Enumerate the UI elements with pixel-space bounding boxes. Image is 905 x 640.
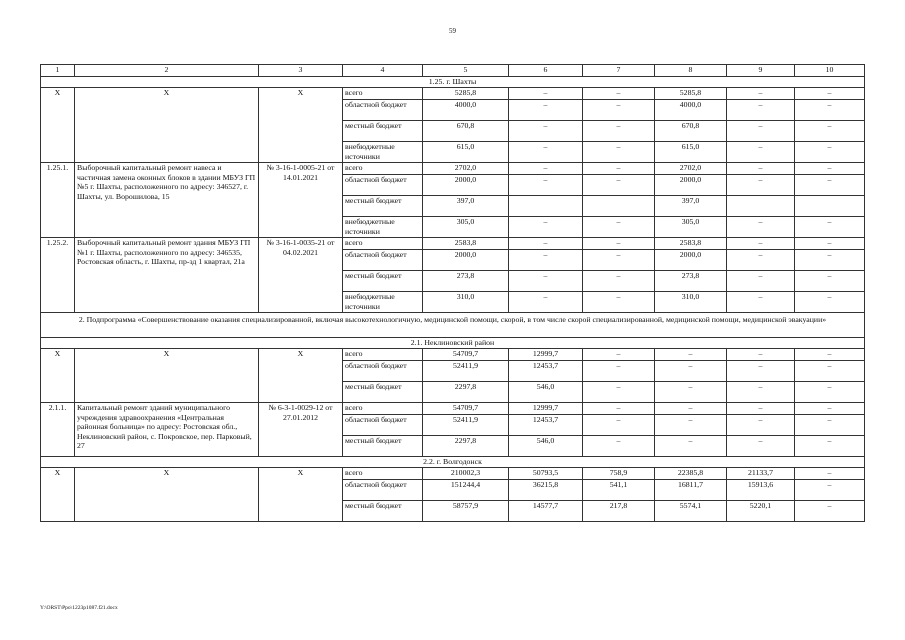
amount-cell: 52411,9 xyxy=(423,361,509,382)
document-number: № 6-3-1-0029-12 от 27.01.2012 xyxy=(259,403,343,457)
item-number: Х xyxy=(41,468,75,522)
amount-cell: – xyxy=(795,121,865,142)
object-name: Капитальный ремонт зданий муниципального учреждения здравоохранения «Центральная районная больница» по адресу: Ростовская обл., Неклиновский район, с. Покровское, пер. Парковый, 27 xyxy=(75,403,259,457)
item-number: 2.1.1. xyxy=(41,403,75,457)
amount-cell: 21133,7 xyxy=(727,468,795,480)
amount-cell: – xyxy=(795,217,865,238)
amount-cell: – xyxy=(583,403,655,415)
amount-cell: 546,0 xyxy=(509,382,583,403)
amount-cell: 54709,7 xyxy=(423,349,509,361)
amount-cell: 58757,9 xyxy=(423,501,509,522)
subprogram-title: 2. Подпрограмма «Совершенствование оказания специализированной, включая высокотехнологичную, медицинской помощи, скорой, в том числе скорой специализированной, медицинской помощи, медицинской эвакуации» xyxy=(41,313,865,338)
amount-cell: 12453,7 xyxy=(509,415,583,436)
funding-source: внебюджетные источники xyxy=(343,217,423,238)
amount-cell: – xyxy=(727,250,795,271)
section-header-row xyxy=(41,338,865,349)
amount-cell: – xyxy=(655,349,727,361)
column-number: 4 xyxy=(343,65,423,77)
amount-cell: – xyxy=(509,121,583,142)
amount-cell: 305,0 xyxy=(423,217,509,238)
amount-cell: 2583,8 xyxy=(655,238,727,250)
amount-cell: – xyxy=(795,501,865,522)
amount-cell: 15913,6 xyxy=(727,480,795,501)
amount-cell: – xyxy=(727,163,795,175)
amount-cell: – xyxy=(727,238,795,250)
amount-cell: – xyxy=(583,436,655,457)
amount-cell: – xyxy=(795,238,865,250)
amount-cell: – xyxy=(727,292,795,313)
amount-cell: 5285,8 xyxy=(655,88,727,100)
amount-cell xyxy=(727,196,795,217)
funding-row xyxy=(41,403,865,415)
document-number: Х xyxy=(259,88,343,163)
funding-source: всего xyxy=(343,238,423,250)
amount-cell: – xyxy=(795,271,865,292)
funding-row xyxy=(41,238,865,250)
amount-cell xyxy=(583,196,655,217)
column-number: 1 xyxy=(41,65,75,77)
amount-cell: 2000,0 xyxy=(655,250,727,271)
amount-cell: – xyxy=(727,88,795,100)
amount-cell xyxy=(795,196,865,217)
amount-cell: – xyxy=(583,382,655,403)
amount-cell: – xyxy=(795,100,865,121)
amount-cell: 36215,8 xyxy=(509,480,583,501)
amount-cell: – xyxy=(727,382,795,403)
funding-source: всего xyxy=(343,88,423,100)
amount-cell: 14577,7 xyxy=(509,501,583,522)
amount-cell: – xyxy=(727,349,795,361)
amount-cell: 12453,7 xyxy=(509,361,583,382)
funding-source: внебюджетные источники xyxy=(343,292,423,313)
amount-cell: 615,0 xyxy=(423,142,509,163)
amount-cell: 16811,7 xyxy=(655,480,727,501)
object-name: Х xyxy=(75,468,259,522)
amount-cell: – xyxy=(509,238,583,250)
funding-row xyxy=(41,349,865,361)
amount-cell: – xyxy=(583,121,655,142)
amount-cell: – xyxy=(795,142,865,163)
amount-cell: – xyxy=(583,271,655,292)
funding-source: местный бюджет xyxy=(343,436,423,457)
subprogram-header-row xyxy=(41,313,865,338)
funding-source: всего xyxy=(343,468,423,480)
amount-cell: 273,8 xyxy=(423,271,509,292)
funding-source: областной бюджет xyxy=(343,361,423,382)
object-name: Выборочный капитальный ремонт навеса и частичная замена оконных блоков в здании МБУЗ ГП №5 г. Шахты, расположенного по адресу: 346527, г. Шахты, ул. Ворошилова, 15 xyxy=(75,163,259,238)
amount-cell: – xyxy=(509,163,583,175)
amount-cell: – xyxy=(509,142,583,163)
amount-cell: – xyxy=(795,415,865,436)
object-name: Х xyxy=(75,88,259,163)
amount-cell xyxy=(509,196,583,217)
column-number: 9 xyxy=(727,65,795,77)
amount-cell: – xyxy=(509,250,583,271)
amount-cell: 151244,4 xyxy=(423,480,509,501)
column-number: 3 xyxy=(259,65,343,77)
amount-cell: – xyxy=(509,271,583,292)
amount-cell: – xyxy=(509,292,583,313)
amount-cell: – xyxy=(583,250,655,271)
amount-cell: – xyxy=(655,361,727,382)
amount-cell: – xyxy=(655,403,727,415)
amount-cell: 541,1 xyxy=(583,480,655,501)
document-number: Х xyxy=(259,468,343,522)
funding-source: местный бюджет xyxy=(343,196,423,217)
amount-cell: 4000,0 xyxy=(655,100,727,121)
funding-source: местный бюджет xyxy=(343,382,423,403)
amount-cell: – xyxy=(583,88,655,100)
amount-cell: – xyxy=(727,175,795,196)
section-title: 2.1. Неклиновский район xyxy=(41,338,865,349)
amount-cell: – xyxy=(583,349,655,361)
funding-source: местный бюджет xyxy=(343,271,423,292)
amount-cell: – xyxy=(795,175,865,196)
funding-row xyxy=(41,88,865,100)
amount-cell: – xyxy=(583,415,655,436)
amount-cell: 12999,7 xyxy=(509,349,583,361)
document-number: Х xyxy=(259,349,343,403)
amount-cell: – xyxy=(583,100,655,121)
amount-cell: – xyxy=(727,121,795,142)
section-title: 2.2. г. Волгодонск xyxy=(41,457,865,468)
amount-cell: – xyxy=(509,88,583,100)
amount-cell: 50793,5 xyxy=(509,468,583,480)
amount-cell: 2702,0 xyxy=(655,163,727,175)
amount-cell: 4000,0 xyxy=(423,100,509,121)
item-number: 1.25.1. xyxy=(41,163,75,238)
amount-cell: – xyxy=(795,88,865,100)
page-number: 59 xyxy=(449,27,456,35)
amount-cell: 2297,8 xyxy=(423,382,509,403)
amount-cell: 210002,3 xyxy=(423,468,509,480)
column-number: 10 xyxy=(795,65,865,77)
item-number: 1.25.2. xyxy=(41,238,75,313)
financing-table xyxy=(40,64,865,522)
amount-cell: – xyxy=(583,238,655,250)
amount-cell: 397,0 xyxy=(423,196,509,217)
amount-cell: 2702,0 xyxy=(423,163,509,175)
amount-cell: 305,0 xyxy=(655,217,727,238)
funding-source: всего xyxy=(343,163,423,175)
amount-cell: – xyxy=(795,250,865,271)
amount-cell: – xyxy=(583,175,655,196)
column-number: 8 xyxy=(655,65,727,77)
funding-source: областной бюджет xyxy=(343,480,423,501)
amount-cell: – xyxy=(727,403,795,415)
amount-cell: – xyxy=(795,382,865,403)
amount-cell: – xyxy=(727,142,795,163)
amount-cell: – xyxy=(727,361,795,382)
amount-cell: – xyxy=(727,100,795,121)
table-body xyxy=(41,65,865,522)
amount-cell: – xyxy=(509,217,583,238)
document-number: № 3-16-1-0005-21 от 14.01.2021 xyxy=(259,163,343,238)
amount-cell: – xyxy=(583,292,655,313)
section-header-row xyxy=(41,77,865,88)
amount-cell: 2000,0 xyxy=(423,175,509,196)
amount-cell: – xyxy=(655,436,727,457)
amount-cell: – xyxy=(795,292,865,313)
funding-source: областной бюджет xyxy=(343,415,423,436)
object-name: Выборочный капитальный ремонт здания МБУЗ ГП №1 г. Шахты, расположенного по адресу: 346535, Ростовская область, г. Шахты, пр-зд 1 квартал, 21а xyxy=(75,238,259,313)
column-number: 2 xyxy=(75,65,259,77)
funding-source: областной бюджет xyxy=(343,175,423,196)
section-header-row xyxy=(41,457,865,468)
amount-cell: – xyxy=(795,163,865,175)
amount-cell: 310,0 xyxy=(655,292,727,313)
amount-cell: – xyxy=(795,480,865,501)
column-number: 6 xyxy=(509,65,583,77)
footer-file-path: Y:\ORST\Ppo\1223p1087.f21.docx xyxy=(40,605,118,611)
column-number-row xyxy=(41,65,865,77)
amount-cell: 615,0 xyxy=(655,142,727,163)
amount-cell: 670,8 xyxy=(655,121,727,142)
funding-source: всего xyxy=(343,403,423,415)
column-number: 5 xyxy=(423,65,509,77)
amount-cell: – xyxy=(795,361,865,382)
funding-source: внебюджетные источники xyxy=(343,142,423,163)
section-title: 1.25. г. Шахты xyxy=(41,77,865,88)
amount-cell: – xyxy=(583,142,655,163)
amount-cell: – xyxy=(509,100,583,121)
amount-cell: 5220,1 xyxy=(727,501,795,522)
funding-source: местный бюджет xyxy=(343,501,423,522)
amount-cell: 5574,1 xyxy=(655,501,727,522)
funding-row xyxy=(41,163,865,175)
amount-cell: – xyxy=(727,217,795,238)
amount-cell: – xyxy=(655,415,727,436)
amount-cell: 2000,0 xyxy=(423,250,509,271)
amount-cell: 54709,7 xyxy=(423,403,509,415)
amount-cell: – xyxy=(795,468,865,480)
amount-cell: 22385,8 xyxy=(655,468,727,480)
amount-cell: 310,0 xyxy=(423,292,509,313)
amount-cell: – xyxy=(795,403,865,415)
item-number: Х xyxy=(41,88,75,163)
amount-cell: – xyxy=(583,163,655,175)
amount-cell: – xyxy=(727,271,795,292)
funding-row xyxy=(41,468,865,480)
amount-cell: 2297,8 xyxy=(423,436,509,457)
amount-cell: – xyxy=(795,349,865,361)
amount-cell: – xyxy=(795,436,865,457)
amount-cell: – xyxy=(727,415,795,436)
amount-cell: 2000,0 xyxy=(655,175,727,196)
amount-cell: – xyxy=(583,217,655,238)
amount-cell: 5285,8 xyxy=(423,88,509,100)
amount-cell: – xyxy=(727,436,795,457)
funding-source: местный бюджет xyxy=(343,121,423,142)
amount-cell: 758,9 xyxy=(583,468,655,480)
amount-cell: – xyxy=(655,382,727,403)
funding-source: всего xyxy=(343,349,423,361)
item-number: Х xyxy=(41,349,75,403)
amount-cell: – xyxy=(509,175,583,196)
amount-cell: 217,8 xyxy=(583,501,655,522)
amount-cell: 12999,7 xyxy=(509,403,583,415)
amount-cell: 670,8 xyxy=(423,121,509,142)
amount-cell: 397,0 xyxy=(655,196,727,217)
amount-cell: 546,0 xyxy=(509,436,583,457)
amount-cell: 52411,9 xyxy=(423,415,509,436)
amount-cell: – xyxy=(583,361,655,382)
column-number: 7 xyxy=(583,65,655,77)
object-name: Х xyxy=(75,349,259,403)
document-number: № 3-16-1-0035-21 от 04.02.2021 xyxy=(259,238,343,313)
funding-source: областной бюджет xyxy=(343,250,423,271)
amount-cell: 273,8 xyxy=(655,271,727,292)
amount-cell: 2583,8 xyxy=(423,238,509,250)
funding-source: областной бюджет xyxy=(343,100,423,121)
